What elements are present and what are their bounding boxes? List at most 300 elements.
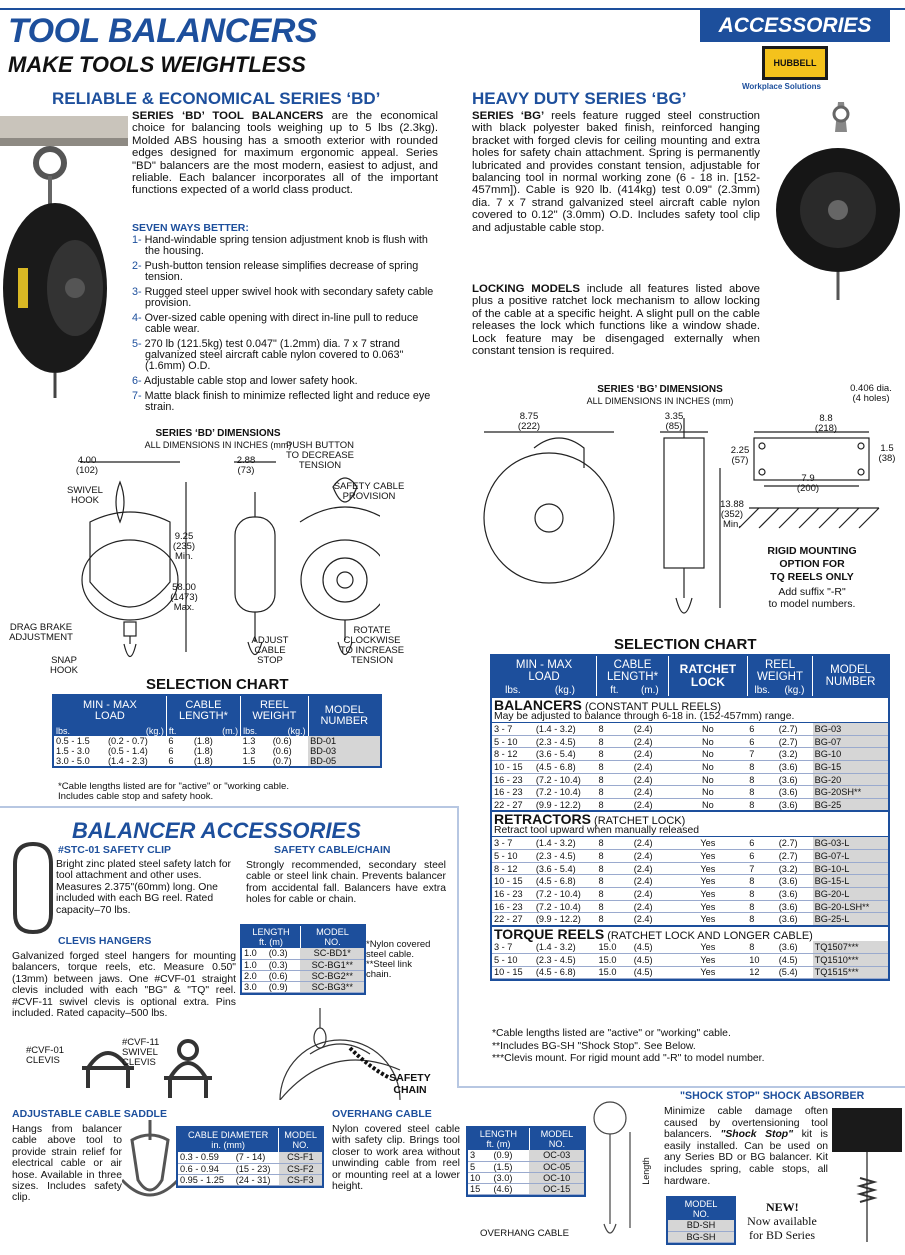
- bd-dim-hmax: 58.00 (1473) Max.: [170, 582, 198, 613]
- table-cell: (2.4): [632, 862, 669, 875]
- way-item: 4- Over-sized cable opening with direct in-line pull to reduce cable wear.: [132, 312, 419, 335]
- table-cell: (2.3 - 4.5): [534, 953, 597, 966]
- sc-th-length: LENGTH ft. (m): [242, 926, 300, 948]
- table-cell: (7.2 - 10.4): [534, 888, 597, 901]
- table-cell: (0.3): [267, 948, 301, 959]
- table-row: [468, 1172, 584, 1183]
- bg-th-model: MODEL NUMBER: [813, 656, 888, 697]
- section-note-row: [492, 826, 888, 837]
- clevis-title: CLEVIS HANGERS: [58, 935, 152, 947]
- bg-dim-h: 7.9 (200): [796, 473, 820, 494]
- ways-list: [132, 235, 438, 417]
- table-cell: 8: [747, 799, 776, 812]
- table-cell: 5 - 10: [492, 953, 534, 966]
- bg-intro: SERIES ‘BG’ reels feature rugged steel construction with black polyester baked finish, reinforced hanging bracket with forged clevis for ceiling mounting and extra holes for safety chain attachment. Spring is permanently lubricated and provides constant tension, adjustable for balancing tool in normal working zone (6 - 18 in. [152-457mm]). Cable is 920 lb. (414kg) test 0.09" (2.3mm) dia. 7 x 7 strand galvanized steel aircraft cable nylon covered to 0.12" (3.0mm) O.D. Includes safety tool clip and adjustable cable stop.: [472, 110, 760, 234]
- safety-cable-table: [240, 924, 366, 995]
- bd-intro-bold: SERIES ‘BD’ TOOL BALANCERS: [132, 110, 324, 122]
- table-cell: (3.6): [777, 761, 813, 774]
- bg-sub-header: (m.): [632, 686, 669, 697]
- table-row: [178, 1152, 322, 1163]
- table-cell: 3 - 7: [492, 837, 534, 850]
- table-cell: (3.6): [777, 786, 813, 799]
- section-title: [492, 811, 888, 826]
- table-cell: (2.3 - 4.5): [534, 850, 597, 863]
- table-cell: 8: [597, 761, 632, 774]
- table-cell: 15.0: [597, 953, 632, 966]
- bd-sub-header: (kg.): [271, 726, 308, 736]
- way-num: 4-: [132, 312, 145, 324]
- hubbell-logo: [762, 46, 828, 80]
- bd-sub-header: ft.: [166, 726, 192, 736]
- table-cell: 8: [747, 913, 776, 926]
- table-cell: (0.9): [492, 1150, 530, 1161]
- table-row: [54, 756, 380, 766]
- saddle-table: [176, 1126, 324, 1188]
- bg-balancer-photo: [766, 100, 900, 310]
- table-cell: No: [669, 735, 748, 748]
- table-cell: 2.0: [242, 970, 267, 981]
- bg-sub-header: lbs.: [492, 686, 534, 697]
- brand-sub: Workplace Solutions: [742, 82, 821, 91]
- table-cell: (3.6): [777, 875, 813, 888]
- bg-sub-header: lbs.: [747, 686, 776, 697]
- overhang-label: OVERHANG CABLE: [480, 1228, 570, 1239]
- table-cell: No: [669, 723, 748, 736]
- divider-h2: [457, 1086, 905, 1088]
- table-row: [492, 966, 888, 979]
- table-cell: 15: [468, 1183, 492, 1194]
- table-cell: (3.6): [777, 913, 813, 926]
- table-cell: 16 - 23: [492, 900, 534, 913]
- cvf01-label: #CVF-01 CLEVIS: [26, 1045, 65, 1066]
- table-cell: BD-SH: [668, 1220, 734, 1231]
- bd-chart-title: SELECTION CHART: [146, 676, 289, 693]
- table-cell: BG-20-LSH**: [813, 900, 888, 913]
- oh-th-length: LENGTH ft. (m): [468, 1128, 529, 1150]
- table-cell: Yes: [669, 837, 748, 850]
- table-cell: OC-15: [529, 1183, 584, 1194]
- bg-th-load: MIN - MAX LOAD: [492, 656, 597, 686]
- table-cell: 8: [747, 786, 776, 799]
- table-cell: (4.5 - 6.8): [534, 966, 597, 979]
- table-cell: 5 - 10: [492, 850, 534, 863]
- table-cell: 8: [597, 723, 632, 736]
- table-cell: (0.7): [272, 756, 292, 766]
- table-cell: (2.4): [632, 837, 669, 850]
- table-cell: (2.7): [777, 723, 813, 736]
- way-item: 6- Adjustable cable stop and lower safety hook.: [132, 375, 358, 387]
- bg-dim-title: SERIES ‘BG’ DIMENSIONS: [597, 384, 723, 395]
- section-header: [492, 697, 888, 712]
- table-row: [492, 953, 888, 966]
- safety-cable-label: SAFETY CABLE PROVISION: [333, 481, 405, 502]
- table-cell: (3.6 - 5.4): [534, 748, 597, 761]
- table-row: [178, 1163, 322, 1174]
- table-cell: (2.4): [632, 799, 669, 812]
- table-cell: (0.6): [267, 970, 301, 981]
- table-cell: 8: [597, 735, 632, 748]
- ways-title: SEVEN WAYS BETTER:: [132, 222, 249, 234]
- table-cell: (2.4): [632, 735, 669, 748]
- table-cell: 8: [747, 941, 776, 954]
- way-item: 7- Matte black finish to minimize reflected light and reduce eye strain.: [132, 390, 431, 413]
- rigid-mount-suffix: Add suffix "-R" to model numbers.: [768, 586, 856, 610]
- bd-dim-h: 9.25 (235) Min.: [172, 531, 196, 562]
- table-cell: (24 - 31): [234, 1174, 279, 1185]
- bg-lock: LOCKING MODELS include all features listed above plus a positive ratchet lock mechanism to allow locking of the cable at a specific height. A slight pull on the cable releases the lock which functions like a window shade. Lock feature may be disengaged externally when constant tension is required.: [472, 283, 760, 358]
- table-row: [492, 862, 888, 875]
- bd-heading: RELIABLE & ECONOMICAL SERIES ‘BD’: [52, 89, 381, 108]
- bg-sub-header: ft.: [597, 686, 632, 697]
- section-note: May be adjusted to balance through 6-18 in. (152-457mm) range.: [492, 712, 888, 723]
- table-cell: (0.9): [267, 981, 301, 992]
- new-badge: NEW!: [766, 1200, 799, 1214]
- table-cell: (2.4): [632, 900, 669, 913]
- table-cell: 8: [597, 837, 632, 850]
- table-cell: BG-03-L: [813, 837, 888, 850]
- table-cell: 0.95 - 1.25: [178, 1174, 234, 1185]
- table-cell: BG-10: [813, 748, 888, 761]
- table-cell: 0.6 - 0.94: [178, 1163, 234, 1174]
- table-cell: 8: [747, 900, 776, 913]
- table-cell: (4.5): [632, 941, 669, 954]
- table-cell: (0.3): [267, 959, 301, 970]
- way-num: 3-: [132, 286, 145, 298]
- bg-sub-header: (kg.): [777, 686, 813, 697]
- table-cell: (1.4 - 3.2): [534, 941, 597, 954]
- table-cell: 8 - 12: [492, 862, 534, 875]
- table-cell: 7: [747, 862, 776, 875]
- table-cell: OC-05: [529, 1161, 584, 1172]
- table-cell: (2.4): [632, 786, 669, 799]
- bg-notes: [492, 1028, 764, 1066]
- bg-dim-c: 13.88 (352) Min.: [720, 499, 744, 530]
- table-cell: 7: [747, 748, 776, 761]
- table-cell: BD-01: [308, 736, 380, 746]
- safety-cable-note: *Nylon covered steel cable. **Steel link chain.: [366, 939, 431, 980]
- table-cell: (4.5 - 6.8): [534, 761, 597, 774]
- table-cell: 6: [747, 837, 776, 850]
- table-row: [492, 941, 888, 954]
- section-name: BALANCERS: [494, 697, 582, 713]
- table-cell: (3.6): [777, 773, 813, 786]
- table-cell: (1.4 - 2.3): [107, 756, 148, 766]
- table-cell: CS-F3: [279, 1174, 322, 1185]
- table-cell: (2.7): [777, 850, 813, 863]
- section-header: [492, 811, 888, 826]
- bg-th-ratchet: RATCHET LOCK: [669, 656, 748, 697]
- section-note: Retract tool upward when manually released: [492, 826, 888, 837]
- table-cell: BG-15-L: [813, 875, 888, 888]
- table-cell: No: [669, 786, 748, 799]
- table-cell: Yes: [669, 913, 748, 926]
- table-row: [492, 900, 888, 913]
- table-cell: (2.4): [632, 773, 669, 786]
- table-cell: (1.5): [492, 1161, 530, 1172]
- table-cell: Yes: [669, 888, 748, 901]
- safety-chain-label: SAFETY CHAIN: [389, 1072, 431, 1096]
- table-cell: (2.4): [632, 850, 669, 863]
- bd-intro-text: are the economical choice for balancing tools weighing up to 5 lbs (2.3kg). Molded ABS housing has a smooth exterior with rounded edges designed for maximum ergonomic appeal. Series "BD" balancers are the most modern, easiest to adjust, and reliable. Each balancer incorporates all of the important functions expected of a world class product.: [132, 110, 438, 197]
- table-cell: Yes: [669, 966, 748, 979]
- table-cell: Yes: [669, 862, 748, 875]
- way-num: 5-: [132, 338, 145, 350]
- bd-th-model: MODEL NUMBER: [308, 696, 380, 736]
- brand-text: HUBBELL: [773, 58, 817, 68]
- table-cell: 15.0: [597, 966, 632, 979]
- table-cell: 8: [597, 862, 632, 875]
- table-cell: 6: [168, 736, 174, 746]
- table-cell: (7 - 14): [234, 1152, 279, 1163]
- table-cell: (2.4): [632, 875, 669, 888]
- table-cell: (7.2 - 10.4): [534, 786, 597, 799]
- page-title: TOOL BALANCERS: [8, 12, 318, 50]
- bg-note: ***Clevis mount. For rigid mount add "-R" to model number.: [492, 1053, 765, 1064]
- table-cell: BG-20-L: [813, 888, 888, 901]
- bg-th-cable: CABLE LENGTH*: [597, 656, 669, 686]
- way-item: 1- Hand-windable spring tension adjustment knob is flush with the housing.: [132, 234, 428, 257]
- bg-dim-b: 3.35 (85): [664, 411, 684, 432]
- table-cell: 6: [168, 746, 174, 756]
- table-cell: (1.8): [193, 736, 213, 746]
- table-cell: TQ1510***: [813, 953, 888, 966]
- table-cell: BG-25-L: [813, 913, 888, 926]
- rotate-label: ROTATE CLOCKWISE TO INCREASE TENSION: [339, 625, 405, 666]
- table-cell: (9.9 - 12.2): [534, 913, 597, 926]
- table-cell: Yes: [669, 953, 748, 966]
- table-cell: (3.6): [777, 941, 813, 954]
- bg-dim-holes: 0.406 dia. (4 holes): [850, 383, 892, 404]
- bg-note: *Cable lengths listed are "active" or "working" cable.: [492, 1028, 731, 1039]
- table-cell: 22 - 27: [492, 913, 534, 926]
- bg-heading: HEAVY DUTY SERIES ‘BG’: [472, 89, 687, 108]
- saddle-text: Hangs from balancer cable above tool to provide strain relief for electrical cable or air hose. Available in three sizes. Includes safety clip.: [12, 1124, 122, 1204]
- table-cell: (1.8): [193, 756, 213, 766]
- table-cell: OC-10: [529, 1172, 584, 1183]
- table-cell: Yes: [669, 941, 748, 954]
- bd-dim-d: 2.88 (73): [236, 455, 256, 476]
- shock-stop-photo: [832, 1108, 902, 1248]
- table-cell: Yes: [669, 875, 748, 888]
- table-cell: 8: [597, 748, 632, 761]
- swivel-hook-label: SWIVEL HOOK: [67, 485, 103, 506]
- table-cell: (5.4): [777, 966, 813, 979]
- table-cell: 10 - 15: [492, 966, 534, 979]
- table-cell: BG-10-L: [813, 862, 888, 875]
- table-cell: BG-03: [813, 723, 888, 736]
- clip-text: Bright zinc plated steel safety latch for tool attachment and other uses. Measures 2.375"(60mm) long. One included with each BG reel. Rated capacity–70 lbs.: [56, 859, 231, 916]
- shock-text: Minimize cable damage often caused by overtensioning tool balancers. "Shock Stop" kit is easily installed. Can be used on any Series BD or BG balancer. Kit includes spring, cable stops, all hardware.: [664, 1106, 829, 1187]
- table-cell: BG-07: [813, 735, 888, 748]
- table-cell: 3: [468, 1150, 492, 1161]
- table-cell: 1.5: [242, 756, 256, 766]
- shock-table: [666, 1196, 736, 1245]
- table-cell: (1.8): [193, 746, 213, 756]
- table-cell: 8: [747, 761, 776, 774]
- bd-sub-header: lbs.: [54, 726, 106, 736]
- table-row: [492, 875, 888, 888]
- table-cell: (4.5): [777, 953, 813, 966]
- table-cell: (9.9 - 12.2): [534, 799, 597, 812]
- bg-dim-f: 2.25 (57): [730, 445, 750, 466]
- sh-th-model: MODEL NO.: [668, 1198, 734, 1220]
- table-cell: (2.7): [777, 735, 813, 748]
- table-row: [668, 1220, 734, 1231]
- table-cell: BG-20SH**: [813, 786, 888, 799]
- snap-hook-label: SNAP HOOK: [50, 655, 78, 676]
- table-cell: 8: [597, 900, 632, 913]
- way-item: 5- 270 lb (121.5kg) test 0.047" (1.2mm) dia. 7 x 7 strand galvanized steel aircraft cable nylon covered to 0.063" (1.6mm) O.D.: [132, 338, 404, 372]
- table-cell: 8: [597, 786, 632, 799]
- table-cell: TQ1507***: [813, 941, 888, 954]
- table-row: [492, 735, 888, 748]
- table-cell: (4.5 - 6.8): [534, 875, 597, 888]
- section-title: [492, 697, 888, 712]
- table-cell: (0.5 - 1.4): [107, 746, 148, 756]
- table-row: [668, 1231, 734, 1242]
- table-cell: 6: [747, 850, 776, 863]
- bd-th-weight: REEL WEIGHT: [241, 696, 309, 726]
- table-cell: 8: [597, 913, 632, 926]
- bd-sub-header: (m.): [192, 726, 241, 736]
- table-cell: (7.2 - 10.4): [534, 773, 597, 786]
- table-cell: Yes: [669, 850, 748, 863]
- safety-cable-title: SAFETY CABLE/CHAIN: [274, 844, 391, 856]
- table-cell: SC-BG1**: [300, 959, 364, 970]
- table-cell: 6: [747, 735, 776, 748]
- table-cell: BD-03: [308, 746, 380, 756]
- bg-note: **Includes BG-SH "Shock Stop". See Below.: [492, 1040, 696, 1052]
- saddle-title: ADJUSTABLE CABLE SADDLE: [12, 1108, 167, 1120]
- table-cell: 8: [597, 850, 632, 863]
- bd-dim-sub: ALL DIMENSIONS IN INCHES (mm): [144, 440, 292, 450]
- table-row: [54, 746, 380, 756]
- table-cell: No: [669, 761, 748, 774]
- way-num: 1-: [132, 234, 145, 246]
- table-cell: Yes: [669, 900, 748, 913]
- table-row: [492, 786, 888, 799]
- table-cell: (2.7): [777, 837, 813, 850]
- section-name: TORQUE REELS: [494, 925, 605, 942]
- sd-th-model: MODEL NO.: [279, 1128, 322, 1152]
- push-button-label: PUSH BUTTON TO DECREASE TENSION: [286, 440, 354, 471]
- cable-saddle-icon: [122, 1120, 178, 1220]
- table-cell: 6: [168, 756, 174, 766]
- table-row: [492, 748, 888, 761]
- table-row: [492, 723, 888, 736]
- table-cell: (3.2): [777, 862, 813, 875]
- table-cell: No: [669, 773, 748, 786]
- table-cell: 0.5 - 1.5: [56, 736, 90, 746]
- table-cell: 16 - 23: [492, 786, 534, 799]
- table-cell: 5: [468, 1161, 492, 1172]
- table-row: [178, 1174, 322, 1185]
- table-cell: TQ1515***: [813, 966, 888, 979]
- table-cell: 8: [597, 799, 632, 812]
- table-row: [54, 736, 380, 746]
- table-cell: (7.2 - 10.4): [534, 900, 597, 913]
- table-cell: 15.0: [597, 941, 632, 954]
- rigid-mount-label: RIGID MOUNTING OPTION FOR TQ REELS ONLY: [767, 545, 857, 583]
- section-suffix: (RATCHET LOCK): [590, 815, 686, 828]
- table-cell: No: [669, 748, 748, 761]
- table-cell: OC-03: [529, 1150, 584, 1161]
- table-cell: (2.4): [632, 723, 669, 736]
- way-num: 7-: [132, 390, 145, 402]
- table-cell: BG-15: [813, 761, 888, 774]
- table-row: [242, 948, 364, 959]
- table-cell: 3 - 7: [492, 941, 534, 954]
- table-cell: 8: [747, 875, 776, 888]
- table-cell: BG-25: [813, 799, 888, 812]
- table-cell: 1.5 - 3.0: [56, 746, 90, 756]
- table-cell: (3.0): [492, 1172, 530, 1183]
- table-cell: (3.6): [777, 900, 813, 913]
- clevis-text: Galvanized forged steel hangers for mounting balancers, torque reels, etc. Measure 0.50" (13mm) between jaws. One #CVF-01 straight clevis included with each "BG" & "TQ" reel. #CVF-11 swivel clevis is optional extra. Pins included. Rated capacity–500 lbs.: [12, 951, 236, 1020]
- section-note-row: [492, 712, 888, 723]
- table-cell: (2.4): [632, 888, 669, 901]
- table-cell: 10 - 15: [492, 875, 534, 888]
- accessories-title: BALANCER ACCESSORIES: [72, 818, 361, 843]
- bd-th-load: MIN - MAX LOAD: [54, 696, 166, 726]
- table-cell: 8: [597, 773, 632, 786]
- bg-dim-a: 8.75 (222): [517, 411, 541, 432]
- table-cell: CS-F2: [279, 1163, 322, 1174]
- safety-clip-icon: [8, 838, 58, 938]
- table-cell: 5 - 10: [492, 735, 534, 748]
- table-cell: 8: [747, 888, 776, 901]
- bd-selection-table: [52, 694, 382, 768]
- way-num: 2-: [132, 260, 145, 272]
- table-row: [492, 850, 888, 863]
- table-row: [492, 888, 888, 901]
- table-cell: CS-F1: [279, 1152, 322, 1163]
- section-title: [492, 926, 888, 941]
- adjust-cable-label: ADJUST CABLE STOP: [251, 635, 289, 666]
- table-cell: 6: [747, 723, 776, 736]
- table-cell: BG-07-L: [813, 850, 888, 863]
- bg-dim-e: 8.8 (218): [814, 413, 838, 434]
- bg-dim-sub: ALL DIMENSIONS IN INCHES (mm): [586, 396, 734, 406]
- table-cell: 16 - 23: [492, 773, 534, 786]
- oh-th-model: MODEL NO.: [529, 1128, 584, 1150]
- table-cell: 8: [597, 875, 632, 888]
- overhang-text: Nylon covered steel cable with safety clip. Brings tool closer to work area without unwinding cable from reel or mounting reel at a lower height.: [332, 1124, 460, 1193]
- table-cell: (4.5): [632, 966, 669, 979]
- sd-th-diam: CABLE DIAMETER in. (mm): [178, 1128, 279, 1152]
- table-row: [242, 959, 364, 970]
- table-cell: (4.5): [632, 953, 669, 966]
- drag-brake-label: DRAG BRAKE ADJUSTMENT: [9, 622, 73, 643]
- bg-dim-g: 1.5 (38): [878, 443, 896, 464]
- table-cell: No: [669, 799, 748, 812]
- table-cell: 8 - 12: [492, 748, 534, 761]
- table-row: [492, 799, 888, 812]
- overhang-table: [466, 1126, 586, 1197]
- table-cell: 16 - 23: [492, 888, 534, 901]
- table-cell: (2.4): [632, 913, 669, 926]
- table-cell: 12: [747, 966, 776, 979]
- bg-selection-table: [490, 654, 890, 981]
- table-cell: (1.4 - 3.2): [534, 723, 597, 736]
- table-row: [468, 1183, 584, 1194]
- table-cell: BG-SH: [668, 1231, 734, 1242]
- table-row: [492, 773, 888, 786]
- bg-sub-header: (kg.): [534, 686, 597, 697]
- section-name: RETRACTORS: [494, 811, 591, 828]
- section-suffix: (CONSTANT PULL REELS): [581, 701, 722, 713]
- way-item: 3- Rugged steel upper swivel hook with secondary safety cable provision.: [132, 286, 434, 309]
